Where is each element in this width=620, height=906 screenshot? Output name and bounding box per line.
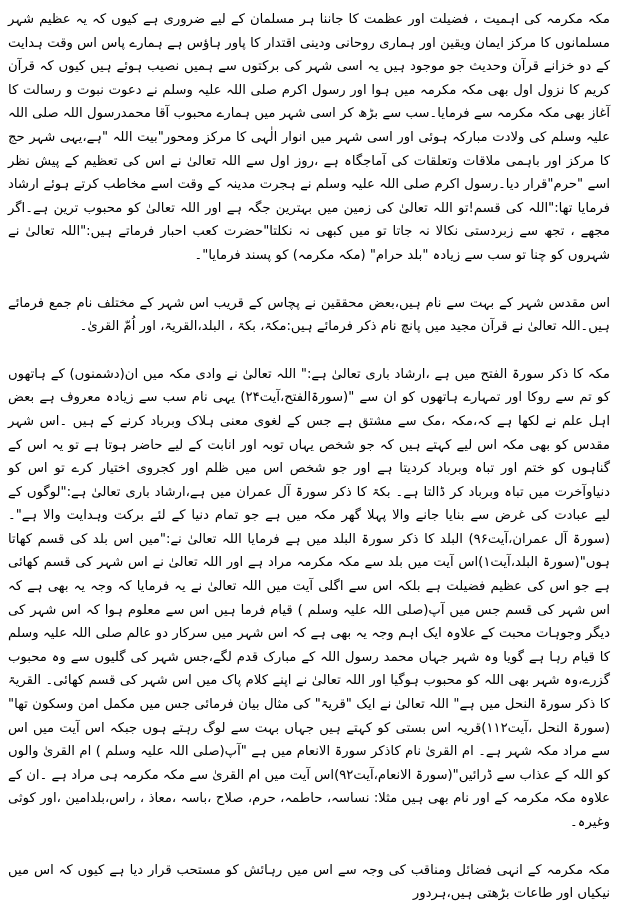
paragraph-quran-names: مکہ کا ذکر سورۃ الفتح میں ہے ،ارشاد باری تعالیٰ ہے:" اللہ تعالیٰ نے وادی مکہ میں ان(دشمنوں) کے ہاتھوں کو تم سے روکا اور تمہارے ہاتھوں کو ان سے "(سورۃالفتح،آیت۲۴) یہی نام سب سے زیادہ معروف ہے بعض اہل علم نے لکھا ہے کہ،مکہ ،مک سے مشتق ہے جس کے لغوی معنی ہلاک وبرباد کرنے کے ہیں ۔اس شہر مقدس کو بھی مکہ اس لیے کہتے ہیں کہ جو شخص یہاں توبہ اور انابت کے لیے حاضر ہوتا ہے تو یہ اس کے گناہوں کو ختم اور تباہ وبرباد کردیتا ہے اور جو شخص اس میں ظلم اور کجروی اختیار کرے تو اس کو دنیاوآخرت میں تباہ وبرباد کر ڈالتا ہے۔ بکۃ کا ذکر سورۃ آل عمران میں ہے،ارشاد باری تعالیٰ ہے:"لوگوں کے لیے عبادت کی غرض سے بنایا جانے والا پہلا گھر مکہ میں ہے جو تمام دنیا کے لئے برکت وہدایت والا ہے"۔(سورۃ آل عمران،آیت۹۶) البلد کا ذکر سورۃ البلد میں ہے فرمایا اللہ تعالیٰ نے:"میں اس بلد کی قسم کھاتا ہوں"(سورۃ البلد،آیت۱)اس آیت میں بلد سے مکہ مکرمہ مراد ہے اور اللہ تعالیٰ نے اس شہر کی قسم کھائی ہے جو اس کی عظیم فضیلت ہے بلکہ اس سے اگلی آیت میں اللہ تعالیٰ نے یہ فرمایا کہ وجہ یہ بھی ہے کہ اس شہر کی قسم جس میں آپ(صلی اللہ علیہ وسلم ) قیام فرما ہیں اس سے معلوم ہوا کہ اس شہر کی دیگر وجوہات محبت کے علاوہ ایک اہم وجہ یہ بھی ہے کہ اس شہر میں سرکار دو عالم صلی اللہ علیہ وسلم کا قیام رہا ہے گویا وہ شہر جہاں محمد رسول اللہ کے مبارک قدم لگے،جس شہر کی گلیوں سے وہ محبوب گزرے،وہ شہر بھی اللہ کو محبوب ہوگیا اور اللہ تعالیٰ نے اپنے کلام پاک میں اس شہر کی قسم کھائی۔ القریۃ کا ذکر سورۃ النحل میں ہے" اللہ تعالیٰ نے ایک "قریۃ" کی مثال بیان فرمائی جس میں مکمل امن وسکون تھا"(سورۃ النحل ،آیت۱۱۲)قریہ اس بستی کو کہتے ہیں جہاں بہت سے لوگ رہتے ہوں جبکہ اس آیت میں اس سے مراد مکہ شہر ہے۔ ام القریٰ نام کاذکر سورۃ الانعام میں ہے "آپ(صلی اللہ علیہ وسلم ) ام القریٰ والوں کو اللہ کے عذاب سے ڈرائیں"(سورۃ الانعام،آیت۹۲)اس آیت میں ام القریٰ سے مکہ مکرمہ ہی مراد ہے ۔ان کے علاوہ مکہ مکرمہ کے اور نام بھی ہیں مثلا: نساسہ، حاطمہ، حرم، صلاح ،باسہ ،معاذ ، راس،بلدامین ،اور کوثی وغیرہ۔	[8, 366, 610, 830]
paragraph-names: اس مقدس شہر کے بہت سے نام ہیں،بعض محققین نے پچاس کے قریب اس شہر کے مختلف نام جمع فرمائے ہیں۔اللہ تعالیٰ نے قرآن مجید میں پانچ نام ذکر فرمائے ہیں:مکۃ، بکۃ ، البلد،القریۃ، اور اُمّ القریٰ۔	[8, 295, 610, 335]
paragraph-residence: مکہ مکرمہ کے انہی فضائل ومناقب کی وجہ سے اس میں رہائش کو مستحب قرار دیا ہے کیوں کہ اس میں نیکیاں اور طاعات بڑھتی ہیں،ہردور	[8, 862, 610, 902]
paragraph-intro: مکہ مکرمہ کی اہمیت ، فضیلت اور عظمت کا جاننا ہر مسلمان کے لیے ضروری ہے کیوں کہ یہ عظیم شہر مسلمانوں کا مرکز ایمان ویقین اور ہماری روحانی ودینی اقتدار کا پاور ہاؤس ہے ہمارے پاس اس وقت ہدایت کے دو خزانے قرآن وحدیث جو موجود ہیں یہ اسی شہر کی برکتوں سے ہمیں نصیب ہوئے ہیں کیوں کہ قرآن کریم کا نزول اول بھی مکہ مکرمہ میں ہوا اور رسول اکرم صلی اللہ علیہ وسلم نے دعوت نبوت و رسالت کا آغاز بھی مکہ مکرمہ سے فرمایا۔سب سے بڑھ کر اسی شہر میں ہمارے محبوب آقا محمدرسول اللہ صلی اللہ علیہ وسلم کی ولادت مبارکہ ہوئی اور اسی شہر میں انوار الٰہی کا مرکز ومحور"بیت اللہ "ہے،یہی شہر حج کا مرکز اور باہمی ملاقات وتعلقات کی آماجگاہ ہے ،روز اول سے اللہ تعالیٰ نے اس کی تعظیم کے پیش نظر اسے "حرم"قرار دیا۔رسول اکرم صلی اللہ علیہ وسلم نے ہجرت مدینہ کے وقت اسے مخاطب کرتے ہوئے ارشاد فرمایا تھا:"اللہ کی قسم!تو اللہ تعالیٰ کی زمین میں بہترین جگہ ہے اور اللہ تعالیٰ کو محبوب ترین ہے۔اگر مجھے ، تجھ سے زبردستی نکالا نہ جاتا تو میں کبھی نہ نکلتا"حضرت کعب احبار فرماتے ہیں:"اللہ تعالیٰ نے شہروں کو چنا تو سب سے زیادہ "بلد حرام" (مکہ مکرمہ) کو پسند فرمایا"۔	[8, 12, 610, 263]
